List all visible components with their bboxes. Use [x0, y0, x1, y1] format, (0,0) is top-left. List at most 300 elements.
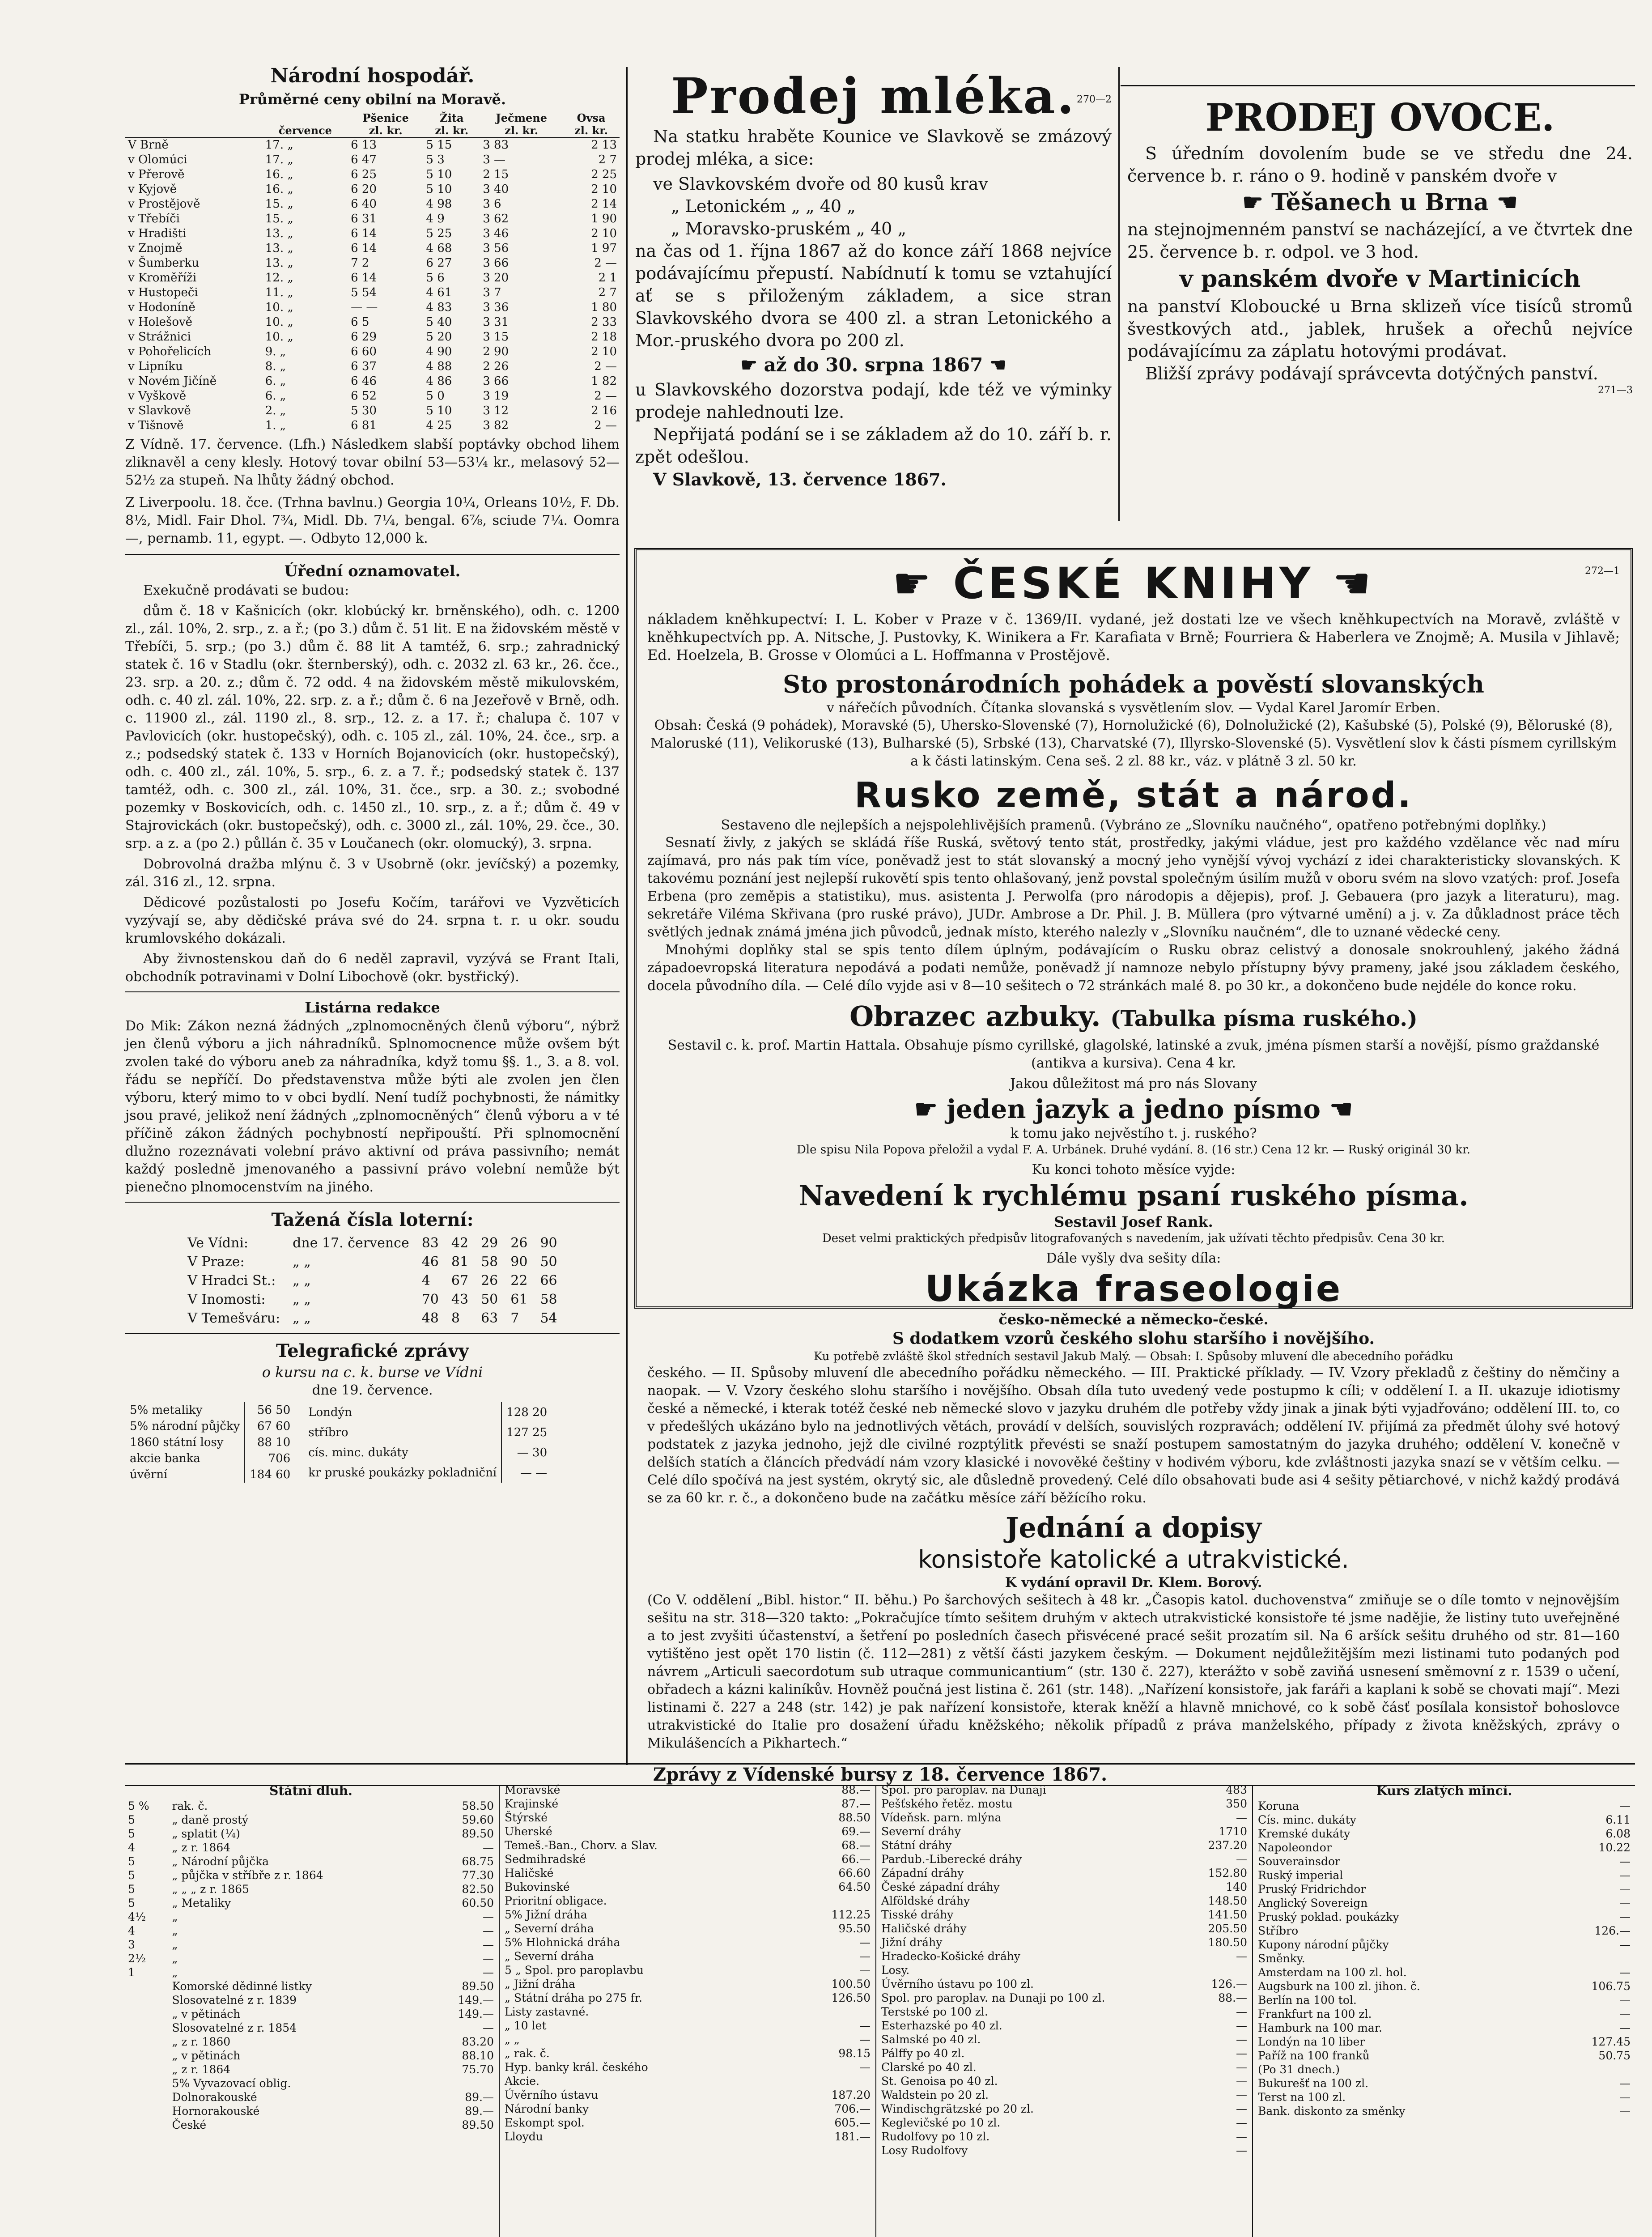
fruit-ref: 271—3 [1598, 385, 1633, 396]
milk-text3: Nepřijatá podání se i se základem až do 10. září b. r. zpět odešlou. [635, 425, 1112, 467]
grain-cell: 15. „ [265, 212, 293, 225]
bourse-cell: — [1236, 2061, 1247, 2074]
lottery-cell: 26 [510, 1235, 528, 1251]
bourse-cell: Úvěrního ústavu po 100 zl. [881, 1978, 1034, 1990]
lottery-cell: 83 [421, 1235, 439, 1251]
bourse-cell: Sedmihradské [505, 1853, 586, 1866]
grain-row [125, 182, 620, 197]
bourse-cell: Pešťského řetěz. mostu [881, 1797, 1013, 1810]
bourse-cell: — [483, 1966, 494, 1979]
grain-cell: v Přerově [128, 168, 185, 181]
grain-cell: 6 13 [351, 138, 377, 152]
grain-cell: 5 6 [426, 271, 445, 285]
lottery-cell: 42 [451, 1235, 469, 1251]
bourse-row [502, 1991, 873, 2005]
book7-author: K vydání opravil Dr. Klem. Borový. [1005, 1575, 1262, 1591]
grain-cell: 6 31 [351, 212, 377, 225]
books-title [647, 557, 1620, 610]
grain-row [125, 212, 620, 226]
fruit-place2: v panském dvoře v Martinicích [1179, 265, 1581, 293]
bourse-cell: Moravské [505, 1783, 561, 1796]
bourse-cell: Napoleondor [1258, 1841, 1332, 1854]
grain-cell: 6 81 [351, 419, 377, 432]
grain-cell: 4 88 [426, 360, 452, 373]
bourse-cell [125, 2090, 169, 2104]
grain-cell: 2 — [594, 256, 617, 270]
bourse-cell: 3 [128, 1938, 135, 1951]
bourse-cell: Anglický Sovereign [1258, 1897, 1368, 1910]
bourse-cell: Štýrské [505, 1811, 548, 1824]
bourse-cell [1554, 1952, 1633, 1965]
book6-pretitle: Dále vyšly dva sešity díla: [1046, 1250, 1221, 1266]
bourse-row [125, 2118, 497, 2132]
grain-cell: 3 82 [483, 419, 509, 432]
bourse-row [1255, 1910, 1633, 1924]
bourse-cell: Pruský Fridrichdor [1258, 1883, 1366, 1896]
bourse-cell: Úvěrního ústavu [505, 2088, 599, 2101]
bourse-cell: Tisské dráhy [881, 1908, 954, 1921]
divider [125, 991, 620, 992]
bourse-cell: Západní dráhy [881, 1867, 964, 1880]
bourse-cell: Kremské dukáty [1258, 1827, 1350, 1840]
grain-row [125, 285, 620, 300]
fruit-text3: na panství Kloboucké u Brna sklizeň více tisíců stromů švestkových atd., jablek, hrušek a ořechů nejvíce podávajícímu za záplatu hotovými prodávat. [1127, 297, 1633, 361]
bourse-row [1255, 1965, 1633, 1979]
telegraph-row [125, 1434, 295, 1450]
fruit-place1-text: Těšanech u Brna [1271, 189, 1489, 216]
bourse-cell: 5 [128, 1869, 135, 1882]
bourse-cell [125, 2007, 169, 2021]
bourse-cell: 112.25 [831, 1908, 871, 1921]
bourse-cell: — [1236, 1853, 1247, 1866]
pointing-hand-icon: ☚ [983, 354, 1006, 376]
bourse-cell: — [859, 2033, 871, 2046]
bourse-cell: Prioritní obligace. [505, 1894, 607, 1907]
grain-row [125, 271, 620, 285]
grain-cell: 13. „ [265, 242, 293, 255]
bourse-cell [428, 2076, 497, 2090]
bourse-cell: „ [172, 1966, 178, 1979]
bourse-cell: 187.20 [831, 2088, 871, 2101]
bourse-cell: Vídeňsk. parn. mlýna [881, 1811, 1002, 1824]
bourse-row [125, 1799, 497, 1813]
bourse-row [502, 1838, 873, 1852]
grain-cell: v Lipníku [128, 360, 183, 373]
telegraph-tables [125, 1402, 620, 1483]
grain-title: Průměrné ceny obilní na Moravě. [238, 91, 506, 108]
bourse-cell: 205.50 [1208, 1922, 1247, 1935]
bourse-cell: 5 [128, 1855, 135, 1868]
book5-text: Deset velmi praktických předpisův litografovaných s navedením, jak užívati těchto předpisův. Cena 30 kr. [822, 1232, 1445, 1245]
bourse-cell: Krajinské [505, 1797, 559, 1810]
section-title: Národní hospodář. [270, 64, 475, 87]
grain-cell: 6 14 [351, 271, 377, 285]
bourse-cell: Severní dráhy [881, 1825, 961, 1838]
telegraph-cell: cís. minc. dukáty [304, 1442, 501, 1463]
bourse-cell: Dolnorakouské [172, 2091, 257, 2104]
grain-cell: 3 40 [483, 183, 509, 196]
grain-cell: 2 — [594, 419, 617, 432]
bourse-row [502, 1949, 873, 1963]
book7-subtitle: konsistoře katolické a utrakvistické. [918, 1545, 1349, 1574]
bourse-cell: — [483, 1952, 494, 1965]
lottery-cell: 26 [481, 1273, 498, 1289]
grain-row [125, 330, 620, 344]
grain-header-cell: Ovsa [577, 111, 606, 124]
bourse-row [125, 1854, 497, 1868]
milk-signature: V Slavkově, 13. července 1867. [653, 469, 947, 489]
lottery-cell: 67 [451, 1273, 469, 1289]
bourse-cell: — [859, 2019, 871, 2032]
bourse-cell: 88.— [841, 1783, 871, 1796]
fruit-text4: Bližší zprávy podávají správcevta dotýčných panství. [1145, 364, 1598, 383]
telegraph-cell: 184 60 [250, 1468, 291, 1481]
lottery-cell: 46 [421, 1254, 439, 1270]
bourse-row [125, 1841, 497, 1854]
bourse-cell: — [859, 1936, 871, 1949]
milk-text [635, 125, 1112, 352]
lottery-cell: 81 [451, 1254, 469, 1270]
bourse-cell [792, 1894, 873, 1908]
bourse-row [879, 2046, 1250, 2060]
grain-cell: 5 3 [426, 153, 445, 166]
grain-cell: 4 86 [426, 374, 452, 388]
bourse-cell: 66.— [841, 1853, 871, 1866]
bourse-cell [125, 1979, 169, 1993]
bourse-cell: Hamburk na 100 mar. [1258, 2021, 1382, 2034]
telegraph-cell: 88 10 [257, 1436, 291, 1449]
bourse-cell: Bukurešť na 100 zl. [1258, 2077, 1369, 2090]
bourse-cell: „ Severní dráha [505, 1950, 594, 1963]
bourse-cell: „ splatit (¼) [172, 1827, 240, 1840]
bourse-cell: — [1236, 2005, 1247, 2018]
bourse-cell: — [1619, 1910, 1631, 1923]
lottery-cell: 63 [481, 1310, 498, 1326]
bourse-cell: „ 10 let [505, 2019, 547, 2032]
bourse-cell: 88.10 [462, 2049, 494, 2062]
bourse-row [125, 1979, 497, 1993]
bourse-title: Zprávy z Vídenské bursy z 18. července 1867. [653, 1764, 1108, 1785]
books-intro: nákladem kněhkupectví: I. L. Kober v Praze v č. 1369/II. vydané, jež dostati lze ve všech kněhkupectvích na Moravě, zvláště v kněhkupectvích pp. A. Nitsche, J. Pustovky, K. Winikera a Fr. Karafiata v Brně; Fourriera & Haberlera ve Znojmě; A. Musila v Jihlavě; Ed. Hoelzela, B. Grosse v Olomúci a L. Hoffmanna v Prostějově. [647, 611, 1620, 663]
bourse-row [879, 2033, 1250, 2046]
bourse-row [1255, 2104, 1633, 2118]
grain-cell: 5 40 [426, 315, 452, 329]
grain-cell: 2 26 [483, 360, 509, 373]
bourse-cell: — [1236, 2033, 1247, 2046]
book2-text2: Mnohými doplňky stal se spis tento dílem úplným, podávajícím o Rusku obraz celistvý a donosale snokrouhlený, jakého žádná západoevropská literatura nepodává a podati nemůže, poněvadž jí namnoze nebylo přístupny bývy prameny, jaké jsou základem českého, docela původního díla. — Celé dílo vyjde asi v 8—10 sešitech o 72 stránkách malé 8. po 30 kr., a dokončeno bude nejdéle do konce roku. [647, 942, 1620, 994]
grain-cell: 6 14 [351, 227, 377, 240]
telegraph-cell: 5% národní půjčky [125, 1418, 245, 1434]
grain-cell: 5 20 [426, 330, 452, 344]
bourse-cell: 66.60 [838, 1867, 871, 1880]
telegraph-title: Telegrafické zprávy [276, 1340, 469, 1361]
lottery-cell: 4 [421, 1273, 430, 1289]
bourse-row [879, 1963, 1250, 1977]
divider [125, 1202, 620, 1203]
grain-cell: 1. „ [265, 419, 286, 432]
bourse-cell [125, 2076, 169, 2090]
grain-row [125, 344, 620, 359]
grain-row [125, 418, 620, 433]
bourse-row [502, 1977, 873, 1991]
grain-cell: 4 25 [426, 419, 452, 432]
bourse-cell: Stříbro [1258, 1924, 1299, 1937]
book2-subtitle: Sestaveno dle nejlepších a nejspolehlivějších pramenů. (Vybráno ze „Slovníku naučného“, opatřeno potřebnými doplňky.) [721, 817, 1546, 833]
bourse-row [879, 2130, 1250, 2143]
bourse-cell: — [1619, 2105, 1631, 2118]
bourse-cell: 5% Hlohnická dráha [505, 1936, 620, 1949]
grain-cell: 3 62 [483, 212, 509, 225]
grain-cell: 10. „ [265, 330, 293, 344]
bourse-row [125, 1868, 497, 1882]
bourse-cell: „ [172, 1952, 178, 1965]
lottery-cell: 90 [510, 1254, 528, 1270]
books-title-text: ČESKÉ KNIHY [953, 558, 1314, 608]
bourse-cell: — [1619, 1994, 1631, 2007]
book6-title: Ukázka fraseologie [925, 1268, 1342, 1310]
left-column [125, 63, 620, 1758]
bourse-cell: Jižní dráhy [881, 1936, 943, 1949]
bourse-row [125, 1924, 497, 1938]
grain-cell: 2 — [594, 389, 617, 403]
bourse-cell: 5 % [128, 1799, 149, 1812]
bourse-cell: 4 [128, 1924, 135, 1937]
bourse-row [1255, 1993, 1633, 2007]
grain-cell: 4 83 [426, 301, 452, 314]
fruit-title: PRODEJ OVOCE. [1205, 95, 1555, 140]
bourse-cell: 5 „ Spol. pro paroplavbu [505, 1964, 644, 1977]
bourse-cell: „ z r. 1860 [172, 2035, 231, 2048]
grain-cell: 3 83 [483, 138, 509, 152]
bourse-cell: Amsterdam na 100 zl. hol. [1258, 1966, 1407, 1979]
grain-row [125, 153, 620, 167]
bourse-cell: Bukovinské [505, 1880, 570, 1893]
bourse-cell: — [859, 1964, 871, 1977]
bourse-cell: 4 [128, 1841, 135, 1854]
bourse-row [502, 1894, 873, 1908]
bourse-row [502, 1797, 873, 1811]
grain-cell: v Hradišti [128, 227, 187, 240]
bourse-cell: — [1619, 1799, 1631, 1812]
official-notices [125, 582, 620, 986]
grain-cell: 16. „ [265, 168, 293, 181]
bourse-row [125, 2021, 497, 2035]
book2-text: Sesnatí živly, z jakých se skládá říše Ruská, světový tento stát, prostředky, jakými vládue, jest pro každého vzdělance věc nad míru zajímavá, pro nás pak tím více, poněvadž jest to stát slovanský a mocný jeho vynější vývoj vychází z idei charakteristicky slovanských. K takovému poznání jest nejlepší rukovětí spis tento ohlašovaný, jenž povstal společným úsilím mužů v oboru svém na slovo vzatých: prof. Josefa Erbena (pro zeměpis a statistiku), mus. asistenta J. Perwolfa (pro národopis a dějepis), prof. J. Gebauera (pro jazyk a literaturu), mag. sekretáře Viléma Skřivana (pro ruské právo), JUDr. Ambrose a Dr. Phil. J. B. Müllera (pro výtvarné umění) a j. v. Za důkladnost práce těch světlých jednak známá jména jich původců, jednak místo, kterého nalezly v „Slovníku naučném“, dle to uznané vědecké ceny. [647, 835, 1620, 940]
grain-cell: 11. „ [265, 286, 293, 299]
divider [125, 1333, 620, 1334]
book5-pretitle: Ku konci tohoto měsíce vyjde: [1032, 1162, 1236, 1178]
bourse-row [125, 1813, 497, 1827]
bourse-cell: Eskompt spol. [505, 2116, 585, 2129]
pointing-hand-icon: ☛ [914, 1094, 947, 1124]
lottery-cell: 70 [421, 1292, 439, 1307]
grain-cell: 10. „ [265, 315, 293, 329]
grain-unit-cell: zl. kr. [505, 124, 539, 137]
bourse-state-debt [125, 1783, 497, 2237]
grain-cell: v Kroměříži [128, 271, 197, 285]
bourse-row [502, 2019, 873, 2033]
milk-line: „ Letonickém „ „ 40 „ [671, 196, 856, 216]
bourse-cell: — [483, 2021, 494, 2034]
lottery-cell: 43 [451, 1292, 469, 1307]
book2-title: Rusko země, stát a národ. [854, 775, 1413, 816]
bourse-row [879, 1852, 1250, 1866]
milk-paragraph: na čas od 1. října 1867 až do konce září 1868 nejvíce podávajícímu přepustí. Nabídnutí k tomu se vztahující ať se s přiloženým základem, a sice stran Slavkovského dvora se 400 zl. a stran Letonického a Mor.-pruského dvora po 200 zl. [635, 241, 1112, 350]
bourse-row [502, 2046, 873, 2060]
telegraph-date: dne 19. července. [312, 1382, 433, 1398]
bourse-cell: 5 [128, 1897, 135, 1910]
grain-cell: 5 10 [426, 404, 452, 417]
telegraph-row [304, 1402, 552, 1422]
bourse-cell: 68.— [841, 1839, 871, 1852]
telegraph-row [125, 1418, 295, 1434]
bourse-cell: 5 [128, 1827, 135, 1840]
milk-title: Prodej mléka. [671, 67, 1076, 125]
grain-cell: 3 12 [483, 404, 509, 417]
lottery-cell: 48 [421, 1310, 439, 1326]
grain-cell: v Kyjově [128, 183, 177, 196]
bourse-cell: 706.— [834, 2102, 871, 2115]
bourse-cell: Clarské po 40 zl. [881, 2061, 977, 2074]
telegraph-row [304, 1463, 552, 1483]
bourse-bonds [502, 1783, 873, 2237]
milk-deadline [635, 352, 1112, 379]
bourse-row [879, 1894, 1250, 1908]
grain-cell: 1 82 [591, 374, 617, 388]
grain-cell: v Znojmě [128, 242, 183, 255]
grain-cell: v Šumberku [128, 256, 200, 270]
bourse-row [1255, 2049, 1633, 2063]
lottery-cell: 90 [540, 1235, 557, 1251]
bourse-row [879, 2116, 1250, 2130]
lottery-cell: 58 [540, 1292, 557, 1307]
grain-cell: v Olomúci [128, 153, 187, 166]
fruit-place1 [1127, 187, 1633, 218]
telegraph-cell: — 30 [517, 1446, 548, 1459]
bourse-row [879, 1935, 1250, 1949]
bourse-cell [125, 1993, 169, 2007]
grain-cell: 3 66 [483, 256, 509, 270]
milk-text2: u Slavkovského dozorstva podají, kde též ve výminky prodeje nahlednouti lze. [635, 380, 1112, 422]
bourse-cell: 4½ [128, 1910, 146, 1923]
bourse-cell: 60.50 [462, 1897, 494, 1910]
grain-cell: 12. „ [265, 271, 293, 285]
bourse-cell: — [1236, 2102, 1247, 2115]
grain-cell: 4 68 [426, 242, 452, 255]
bourse-row [502, 1922, 873, 1935]
grain-cell: 2 90 [483, 345, 509, 358]
official-title: Úřední oznamovatel. [284, 562, 461, 580]
grain-row [125, 241, 620, 256]
grain-cell: 3 66 [483, 374, 509, 388]
lottery-cell: V Praze: [187, 1254, 245, 1270]
bourse-cell: 483 [1226, 1783, 1247, 1796]
fruit-ad [1127, 89, 1633, 517]
bourse-cell: 59.60 [462, 1813, 494, 1826]
lottery-title: Tažená čísla loterní: [271, 1209, 474, 1230]
bourse-row [1255, 1896, 1633, 1910]
grain-row [125, 300, 620, 315]
telegraph-cell: 128 20 [506, 1405, 548, 1419]
grain-cell: 6 14 [351, 242, 377, 255]
book3-text: Sestavil c. k. prof. Martin Hattala. Obsahuje písmo cyrillské, glagolské, latinské a zvuk, jména písmen starší a novější, písmo graždanské (antikva a kursiva). Cena 4 kr. [667, 1038, 1600, 1071]
bourse-row [1255, 2090, 1633, 2104]
bourse-cell: 89.50 [462, 2118, 494, 2131]
grain-cell: 3 36 [483, 301, 509, 314]
bourse-row [879, 2005, 1250, 2019]
book1-title: Sto prostonárodních pohádek a pověstí slovanských [783, 670, 1484, 698]
bourse-cell: 5 [128, 1813, 135, 1826]
grain-price-table [125, 112, 620, 433]
bourse-cell: 64.50 [838, 1880, 871, 1893]
grain-row [125, 256, 620, 271]
lottery-cell: „ „ [293, 1310, 311, 1326]
bourse-cell: „ Severní dráha [505, 1922, 594, 1935]
telegraph-cell: 127 25 [506, 1425, 548, 1439]
bourse-cell: Státní dráhy [881, 1839, 952, 1852]
book6-subtitle: česko-německé a německo-české. [998, 1311, 1269, 1328]
bourse-cell: 10.22 [1598, 1841, 1631, 1854]
lottery-cell: 50 [481, 1292, 498, 1307]
telegraph-cell: 56 50 [257, 1403, 291, 1417]
lottery-row [181, 1290, 563, 1309]
bourse-cell: Hornorakouské [172, 2105, 260, 2118]
bourse-row [502, 2005, 873, 2019]
grain-cell: 4 90 [426, 345, 452, 358]
listarna-text: Do Mik: Zákon nezná žádných „zplnomocněných členů výboru“, nýbrž jen členů výboru a jich náhradníků. Splnomocnence může ovšem být zvolen také do výboru aneb za náhradníka, když tomu §§. 1., 3. a 8. vol. řádu se nepříčí. Do představenstva může býti ale zvolen jen člen výboru, který mimo to v obci bydlí. Není tudíž pochybnosti, že námitky jsou pravé, jelikož není žádných „zplnomocněných“ členů výboru a v té příčině zákon žádných pochybností nepřipouští. Při splnomocnění dlužno rozeznávati volební právo aktivní od práva passivního; nemát každý posledně jmenovaného a passivní právo volební nemůže být pienečno plnomocenstvím na jiného. [125, 1018, 620, 1195]
telegraph-cell: úvěrní [125, 1467, 245, 1483]
bourse-cell: Losy Rudolfovy [881, 2144, 968, 2157]
bourse-row [1255, 1841, 1633, 1854]
book6-text: českého. — II. Spůsoby mluvení dle abecedního pořádku německého. — III. Praktické příklady. — IV. Vzory překladů z češtiny do němčiny a naopak. — V. Vzory českého slohu staršího i novějšího. Obsah díla tuto uvedený vede postupmo k cíli; v oddělení I. a II. ukazuje idiotismy české a německé, i kterak totéž české neb německé slovo v jazyku druhém dle potřeby vždy jinak a jinak býti vyjadřováno; oddělení III. to, co v předešlých ukázáno bylo na jednotlivých větách, provádí v delších, souvislých rozpravách; oddělení IV. přijímá za předmět úlohy své hotový podstatek z jazyka jednoho, jejž dle civilné rozptýlitk převésti se snaží postupem samostatným do jazyka druhého; oddělení V. konečně v delších statích a článcích předvádí nám vzory klasické i novověké češtiny v hodivém výboru, kde zvláštnosti jazyka snazí se v větším celku. — Celé dílo spočívá na jest systém, okrytý sic, ale důsledně provedený. Celé dílo obsahovati bude asi 4 sešity pětiarchové, v nichž každý prodává se za 60 kr. r. č., a dokončeno bude na začátku měsíce září běžícího roku. [647, 1365, 1620, 1506]
bourse-cell: „ v pětinách [172, 2007, 241, 2020]
lottery-cell: V Temešváru: [187, 1310, 280, 1326]
grain-cell: v Novém Jičíně [128, 374, 217, 388]
bourse-cell: 75.70 [462, 2063, 494, 2076]
grain-row [125, 167, 620, 182]
grain-cell: 3 20 [483, 271, 509, 285]
book7-text: (Co V. oddělení „Bibl. histor.“ II. běhu.) Po šarchových sešitech à 48 kr. „Časopis katol. duchovenstva“ zmiňuje se o díle tomto v nejnovějším sešitu na str. 318—320 takto: „Pokračujíce tímto sešitem druhým v aktech utrakvistické konsistoře té jsme nadějie, že listiny tuto uveřejněné a to jest zvyšiti účastenství, a šetření po posledních časech přisvécené pracé sešit prozatím sil. Na 6 aršíck sešitu druhého od str. 81—160 vytištěno jest opět 170 listin (č. 112—281) z větší části jazykem českým. — Dokument nejdůležitějším mezi listinami tuto podaných pod návrem „Articuli saecordotum sub utraque communicantium“ (str. 130 č. 227), kterážto v sobě zaviňá usnesení směmovní z r. 1539 o učení, obřadech a kázni kaliníkův. Hovněž poučná jest listina č. 261 (str. 148). „Nařízení konsistoře, jak faráři a kaplani k sobě se chovati mají“. Mezi listinami č. 227 a 248 (str. 142) je pak nařízení konsistoře, kterak kněží a hlavně mnichové, co k sobě čásť posílala konsistoř bohoslovce utrakvistické do Italie pro dosažení úřadu kněžského; několik případů z práva manželského, případy z života kněžských, zprávy o Mikulášencích a Pikhartech.“ [647, 1592, 1620, 1751]
grain-cell: 13. „ [265, 256, 293, 270]
bourse-cell: Windischgrätzské po 20 zl. [881, 2102, 1034, 2115]
bourse-cell: Slosovatelné z r. 1839 [172, 1994, 297, 2007]
bourse-row [879, 1991, 1250, 2005]
bourse-coins [1255, 1783, 1633, 2237]
bourse-cell: Pruský poklad. poukázky [1258, 1910, 1399, 1923]
bourse-row [125, 1952, 497, 1965]
bourse-cell: Augsburk na 100 zl. jihon. č. [1258, 1980, 1420, 1993]
grain-header-cell [263, 112, 348, 124]
book6-author: Ku potřebě zvláště škol středních sestavil Jakub Malý. — Obsah: I. Spůsoby mluvení dle abecedního pořádku [813, 1350, 1454, 1363]
grain-units-row [125, 124, 620, 137]
bourse-row [879, 2143, 1250, 2157]
bourse-cell: — [1619, 1869, 1631, 1882]
grain-cell: 6 60 [351, 345, 377, 358]
grain-cell: 2 33 [591, 315, 617, 329]
grain-cell: 6 52 [351, 389, 377, 403]
bourse-row [125, 2104, 497, 2118]
bourse-cell [125, 2063, 169, 2076]
bourse-row [125, 1827, 497, 1841]
bourse-cell: 2½ [128, 1952, 146, 1965]
bourse-row [879, 2019, 1250, 2033]
bourse-cell: „ rak. č. [505, 2047, 550, 2060]
bourse-cell: Frankfurt na 100 zl. [1258, 2007, 1372, 2020]
bourse-cell: 127.45 [1591, 2035, 1631, 2048]
lottery-cell: 22 [510, 1273, 528, 1289]
bourse-row [879, 1783, 1250, 1797]
grain-cell: 2 16 [591, 404, 617, 417]
